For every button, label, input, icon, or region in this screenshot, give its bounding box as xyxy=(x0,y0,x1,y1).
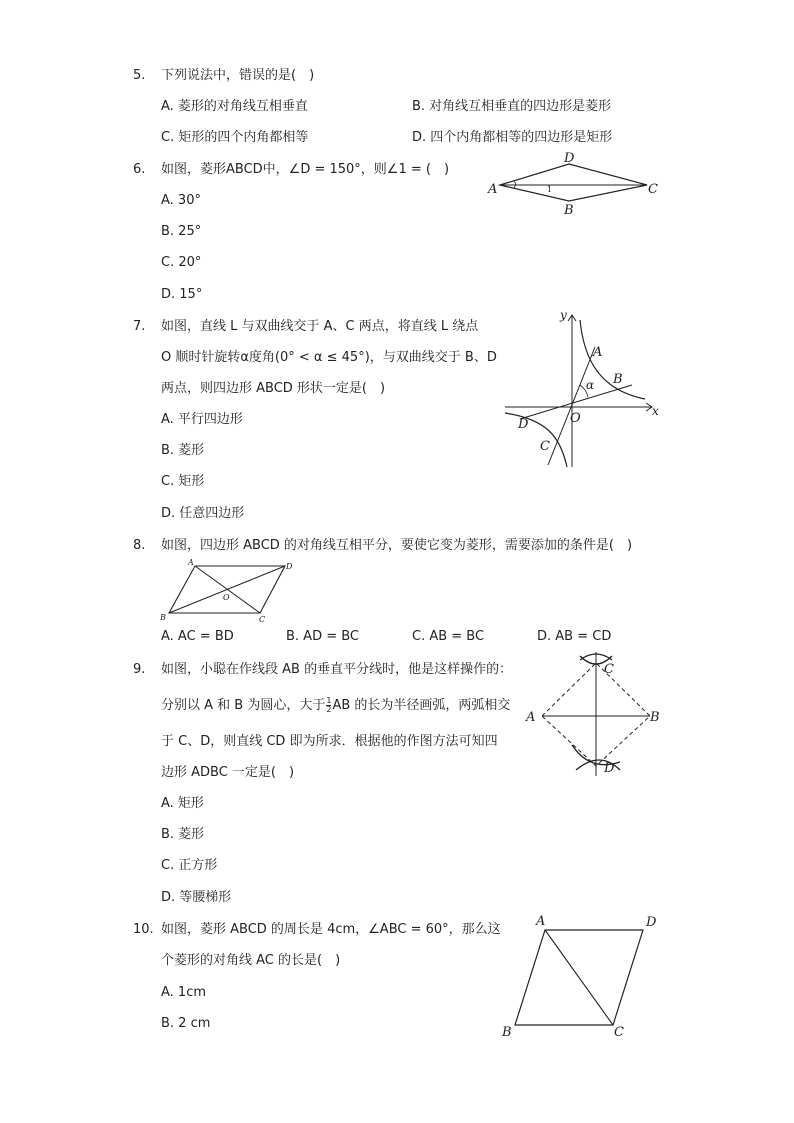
q7-stem-line-2: O 顺时针旋转α度角(0° < α ≤ 45°)，与双曲线交于 B、D xyxy=(161,350,497,365)
q9-option-d: D. 等腰梯形 xyxy=(161,890,232,905)
q10-number: 10. xyxy=(133,922,154,937)
q8-label-d: D xyxy=(286,562,293,571)
q6-label-b: B xyxy=(564,203,574,218)
q6-label-d: D xyxy=(564,151,575,166)
q9-label-a: A xyxy=(526,710,536,725)
q9-line-3: 于 C、D，则直线 CD 即为所求．根据他的作图方法可知四 xyxy=(161,734,498,749)
q6-option-c: C. 20° xyxy=(161,255,202,270)
q6-label-c: C xyxy=(648,182,658,197)
q7-option-d: D. 任意四边形 xyxy=(161,506,245,521)
q7-label-o: O xyxy=(570,411,581,426)
q6-label-a: A xyxy=(488,182,498,197)
q7-label-d: D xyxy=(518,417,529,432)
q7-label-y: y xyxy=(560,308,567,322)
q10-label-d: D xyxy=(646,915,657,930)
q7-label-b: B xyxy=(613,372,623,387)
q9-option-c: C. 正方形 xyxy=(161,858,218,873)
q5-option-c: C. 矩形的四个内角都相等 xyxy=(161,130,309,145)
q7-stem-line-3: 两点，则四边形 ABCD 形状一定是( ) xyxy=(161,381,386,396)
q8-label-c: C xyxy=(259,615,266,624)
q9-fraction-denominator: 2 xyxy=(326,705,332,714)
q8-label-b: B xyxy=(160,613,166,622)
q8-label-o: O xyxy=(223,593,230,602)
q8-number: 8. xyxy=(133,538,146,553)
q7-option-c: C. 矩形 xyxy=(161,474,205,489)
q5-option-b: B. 对角线互相垂直的四边形是菱形 xyxy=(412,99,612,114)
q9-label-b: B xyxy=(650,710,660,725)
q7-hyperbola-figure xyxy=(500,305,670,475)
q8-stem: 如图，四边形 ABCD 的对角线互相平分，要使它变为菱形，需要添加的条件是( ) xyxy=(161,538,633,553)
q10-option-a: A. 1cm xyxy=(161,985,207,1000)
q5-option-d: D. 四个内角都相等的四边形是矩形 xyxy=(412,130,613,145)
q10-stem-line-2: 个菱形的对角线 AC 的长是( ) xyxy=(161,953,341,968)
q7-number: 7. xyxy=(133,319,146,334)
q5-stem: 下列说法中，错误的是( ) xyxy=(161,68,315,83)
q9-option-a: A. 矩形 xyxy=(161,796,204,811)
q6-rhombus-figure xyxy=(480,148,670,220)
q9-line-1: 如图，小聪在作线段 AB 的垂直平分线时，他是这样操作的： xyxy=(161,662,513,677)
q7-option-a: A. 平行四边形 xyxy=(161,412,243,427)
q10-option-b: B. 2 cm xyxy=(161,1016,211,1031)
q7-label-a: A xyxy=(593,345,603,360)
q9-fraction-half xyxy=(326,697,331,714)
q9-number: 9. xyxy=(133,662,146,677)
q10-label-c: C xyxy=(614,1025,624,1040)
q8-option-b: B. AD = BC xyxy=(286,629,360,644)
q9-line-2-end: AB 的长为半径画弧，两弧相交 xyxy=(332,698,511,713)
q8-parallelogram-figure xyxy=(155,558,305,624)
q6-option-b: B. 25° xyxy=(161,224,202,239)
q7-label-x: x xyxy=(652,404,659,418)
q9-line-2-start: 分别以 A 和 B 为圆心，大于 xyxy=(161,698,326,713)
q10-label-b: B xyxy=(502,1025,512,1040)
q9-line-2 xyxy=(161,697,510,715)
q6-angle-label: 1 xyxy=(547,185,553,194)
q6-option-a: A. 30° xyxy=(161,193,201,208)
q10-stem-line-1: 如图，菱形 ABCD 的周长是 4cm，∠ABC = 60°，那么这 xyxy=(161,922,501,937)
q10-label-a: A xyxy=(536,914,546,929)
q9-label-c: C xyxy=(604,662,614,677)
q6-option-d: D. 15° xyxy=(161,287,203,302)
q9-line-4: 边形 ADBC 一定是( ) xyxy=(161,765,295,780)
q9-fraction-numerator: 1 xyxy=(326,696,332,705)
q9-option-b: B. 菱形 xyxy=(161,827,205,842)
q7-label-alpha: α xyxy=(586,378,595,392)
q5-number: 5. xyxy=(133,68,146,83)
q8-option-a: A. AC = BD xyxy=(161,629,234,644)
q10-rhombus-figure xyxy=(495,908,670,1043)
q8-label-a: A xyxy=(188,558,194,567)
q8-option-c: C. AB = BC xyxy=(412,629,485,644)
q7-label-c: C xyxy=(540,439,550,454)
q8-option-d: D. AB = CD xyxy=(537,629,612,644)
q7-option-b: B. 菱形 xyxy=(161,443,205,458)
q6-stem: 如图，菱形ABCD中，∠D = 150°，则∠1 = ( ) xyxy=(161,162,450,177)
q7-stem-line-1: 如图，直线 L 与双曲线交于 A、C 两点，将直线 L 绕点 xyxy=(161,319,479,334)
q5-option-a: A. 菱形的对角线互相垂直 xyxy=(161,99,308,114)
q9-label-d: D xyxy=(604,761,615,776)
q6-number: 6. xyxy=(133,162,146,177)
q9-perpendicular-bisector-figure xyxy=(520,650,670,780)
